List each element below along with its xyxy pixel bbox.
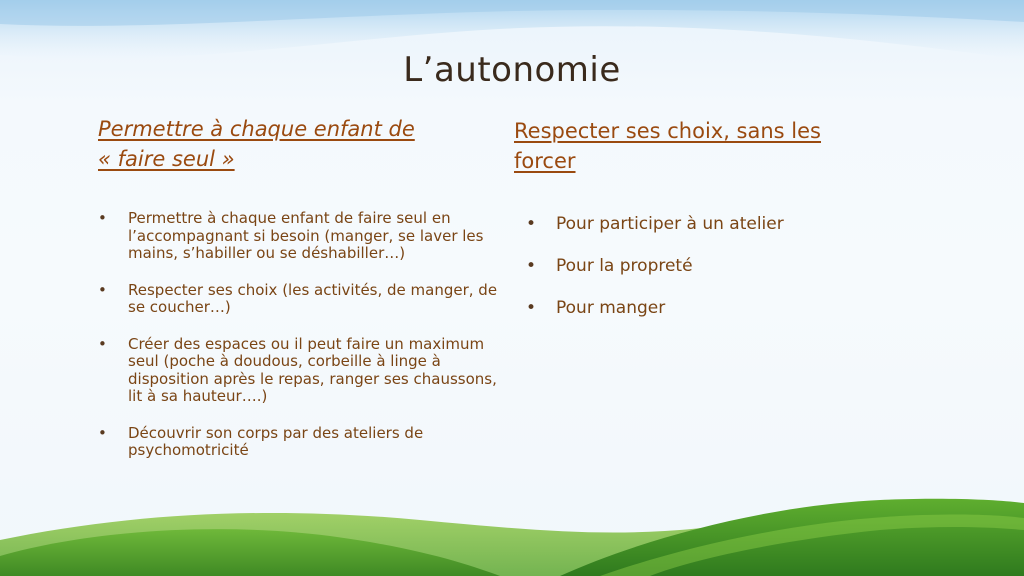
right-heading-line2: forcer [514, 149, 576, 173]
bullet-icon: • [526, 298, 537, 318]
list-item [526, 212, 926, 236]
list-item-text: Pour manger [556, 298, 666, 318]
list-item-text: Pour la propreté [556, 256, 693, 276]
right-column-heading [514, 116, 894, 176]
bullet-icon: • [98, 423, 107, 442]
list-item [526, 254, 926, 278]
right-bullet-list [526, 212, 926, 338]
left-heading-line1: Permettre à chaque enfant de [98, 117, 415, 141]
bullet-icon: • [526, 214, 537, 234]
list-item-text: Permettre à chaque enfant de faire seul en l’accompagnant si besoin (manger, se laver les mains, s’habiller ou se déshabiller…) [128, 209, 484, 262]
bullet-icon: • [98, 209, 107, 227]
list-item-text: Pour participer à un atelier [556, 214, 784, 234]
list-item [98, 210, 502, 263]
list-item [98, 336, 502, 406]
list-item-text: Respecter ses choix (les activités, de manger, de se coucher…) [128, 280, 498, 316]
slide-title: L’autonomie [403, 50, 621, 90]
list-item [98, 425, 502, 460]
list-item [98, 282, 502, 317]
left-bullet-list [98, 210, 502, 479]
bullet-icon: • [526, 256, 537, 276]
left-heading-line2: « faire seul » [98, 147, 235, 171]
list-item [526, 296, 926, 320]
list-item-text: Découvrir son corps par des ateliers de psychomotricité [128, 423, 424, 459]
bullet-icon: • [98, 280, 107, 299]
right-heading-line1: Respecter ses choix, sans les [514, 119, 821, 143]
bullet-icon: • [98, 334, 107, 353]
list-item-text: Créer des espaces ou il peut faire un maximum seul (poche à doudous, corbeille à linge à disposition après le repas, ranger ses chaussons, lit à sa hauteur….) [128, 334, 497, 405]
left-column-heading [98, 114, 498, 174]
